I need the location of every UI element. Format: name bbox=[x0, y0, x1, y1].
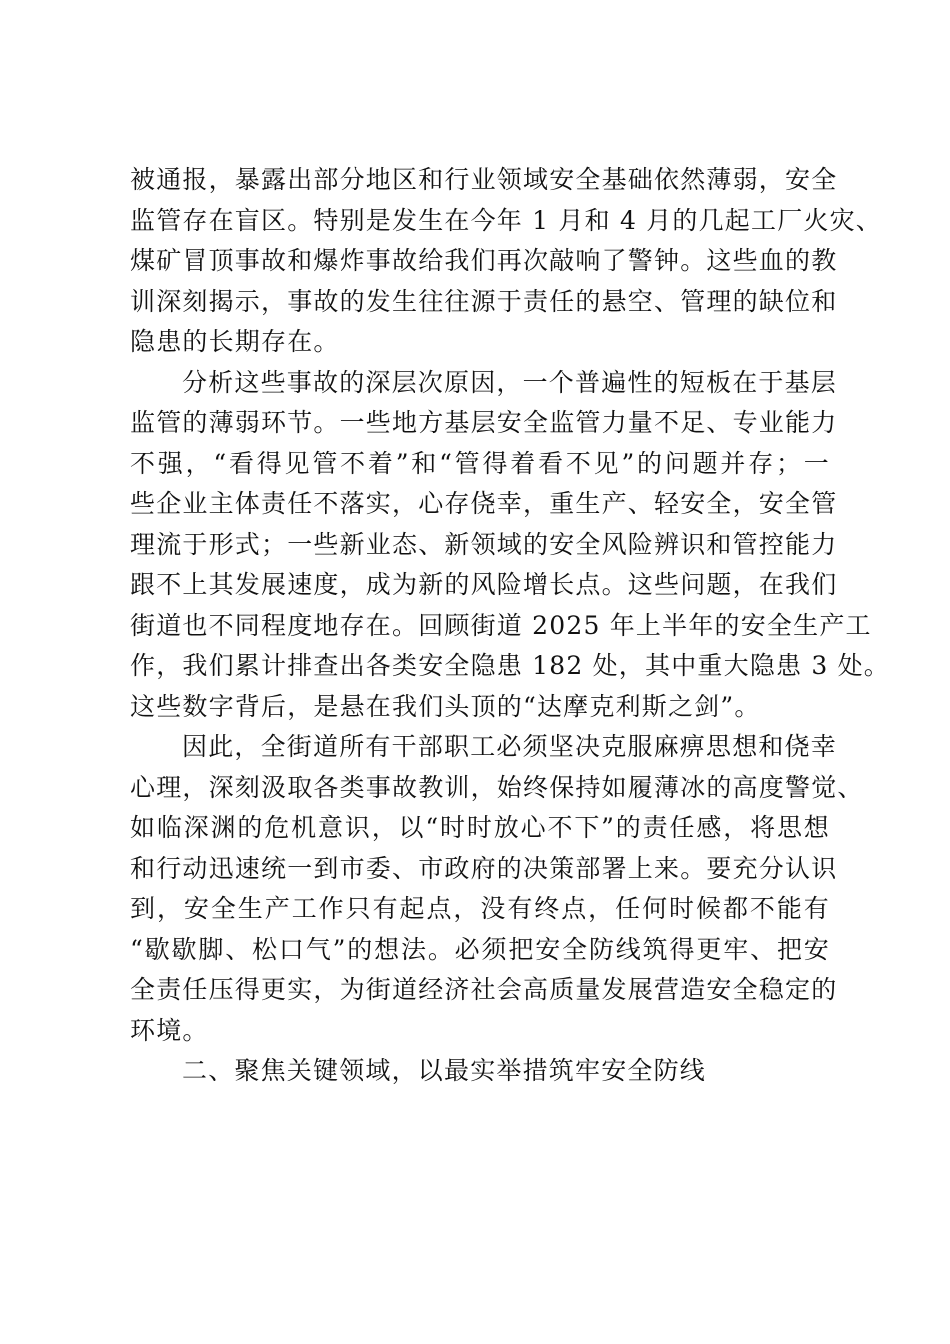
text-line: 隐患的长期存在。 bbox=[130, 327, 340, 356]
text-line: 因此，全街道所有干部职工必须坚决克服麻痹思想和侥幸 bbox=[182, 732, 838, 761]
text-line: 煤矿冒顶事故和爆炸事故给我们再次敲响了警钟。这些血的教 bbox=[130, 246, 838, 275]
text-line: 和行动迅速统一到市委、市政府的决策部署上来。要充分认识 bbox=[130, 853, 838, 883]
text-line: 街道也不同程度地存在。回顾街道 2025 年上半年的安全生产工 bbox=[130, 610, 872, 640]
text-line: 如临深渊的危机意识，以“时时放心不下”的责任感，将思想 bbox=[130, 813, 830, 842]
text-line: 全责任压得更实，为街道经济社会高质量发展营造安全稳定的 bbox=[130, 975, 838, 1004]
text-line: 监管存在盲区。特别是发生在今年 1 月和 4 月的几起工厂火灾、 bbox=[130, 205, 883, 235]
document-body bbox=[130, 160, 891, 1092]
text-line: 环境。 bbox=[130, 1015, 209, 1045]
text-line: 被通报，暴露出部分地区和行业领域安全基础依然薄弱，安全 bbox=[130, 165, 838, 194]
section-heading: 二、聚焦关键领域，以最实举措筑牢安全防线 bbox=[182, 1056, 707, 1085]
text-line: 训深刻揭示，事故的发生往往源于责任的悬空、管理的缺位和 bbox=[130, 286, 838, 316]
text-line: 心理，深刻汲取各类事故教训，始终保持如履薄冰的高度警觉、 bbox=[130, 772, 864, 802]
text-line: 理流于形式；一些新业态、新领域的安全风险辨识和管控能力 bbox=[130, 529, 838, 559]
paragraph-3 bbox=[130, 727, 864, 1051]
text-line: 监管的薄弱环节。一些地方基层安全监管力量不足、专业能力 bbox=[130, 408, 838, 437]
paragraph-1 bbox=[130, 160, 883, 363]
text-line: 到，安全生产工作只有起点，没有终点，任何时候都不能有 bbox=[130, 894, 830, 923]
text-line: 不强，“看得见管不着”和“管得着看不见”的问题并存；一 bbox=[130, 448, 830, 478]
text-line: 分析这些事故的深层次原因，一个普遍性的短板在于基层 bbox=[182, 367, 838, 397]
text-line: 跟不上其发展速度，成为新的风险增长点。这些问题，在我们 bbox=[130, 570, 838, 599]
text-line: 作，我们累计排查出各类安全隐患 182 处，其中重大隐患 3 处。 bbox=[130, 651, 891, 680]
text-line: 些企业主体责任不落实，心存侥幸，重生产、轻安全，安全管 bbox=[130, 489, 838, 518]
paragraph-2 bbox=[130, 363, 891, 728]
text-line: 这些数字背后，是悬在我们头顶的“达摩克利斯之剑”。 bbox=[130, 691, 761, 721]
section-heading-block bbox=[130, 1051, 830, 1092]
text-line: “歇歇脚、松口气”的想法。必须把安全防线筑得更牢、把安 bbox=[130, 934, 830, 964]
